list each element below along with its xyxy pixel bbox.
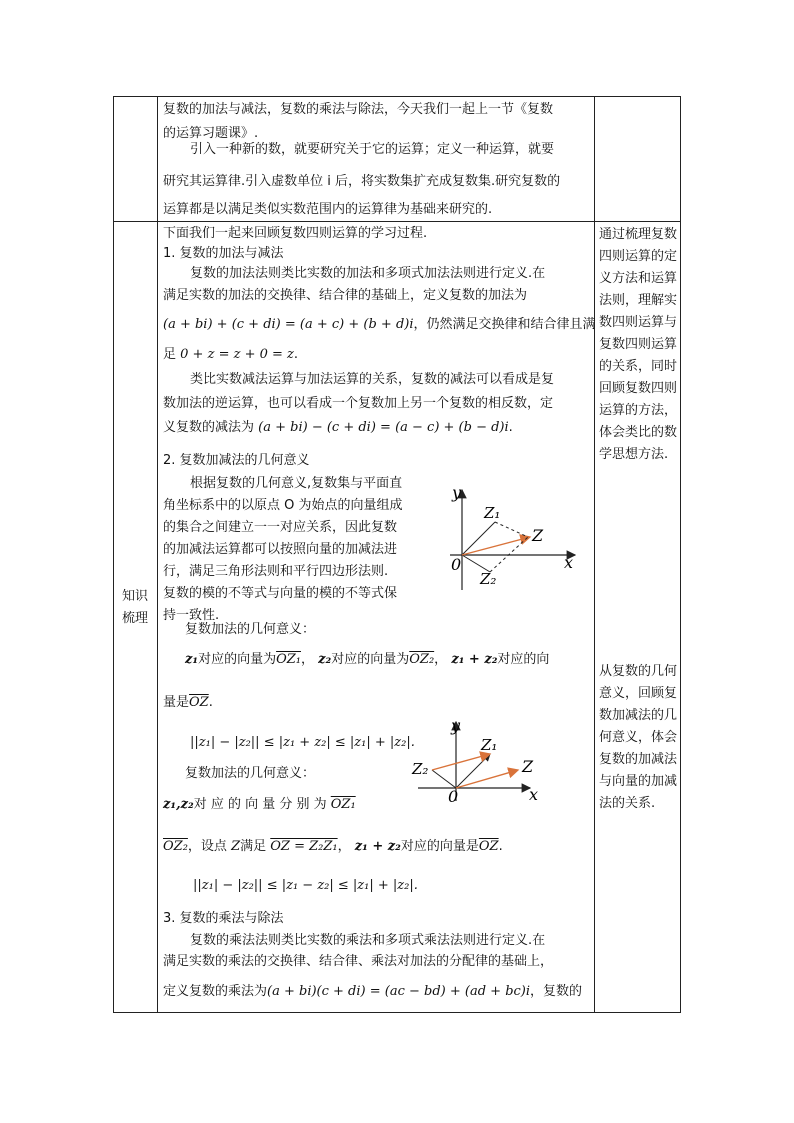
- row-label-line-1: 知识: [121, 589, 148, 604]
- comma-1: ，: [301, 652, 315, 667]
- row-divider: [113, 221, 681, 222]
- vector-equation: OZ = Z₂Z₁: [270, 839, 338, 854]
- intro-line-4: 研究其运算律.引入虚数单位 i 后，将实数集扩充成复数集.研究复数的: [163, 174, 561, 189]
- addition-title: 复数加法的几何意义：: [185, 622, 316, 637]
- origin-label: 0: [451, 555, 462, 574]
- sub-text-2: ，设点: [187, 839, 227, 854]
- subtraction-line-1: [163, 795, 356, 815]
- sum-symbol-2: z₁ + z₂: [354, 839, 401, 854]
- z-label-2: Z: [522, 757, 534, 776]
- sub-text-1: 对 应 的 向 量 分 别 为: [193, 797, 327, 812]
- row-label-line-2: 梳理: [121, 611, 148, 626]
- para-2-line-2: 数加法的逆运算，也可以看成一个复数加上另一个复数的相反数，定: [163, 396, 554, 411]
- design-note-1: 通过梳理复数四则运算的定义方法和运算法则，理解实数四则运算与复数四则运算的关系，同时回顾复数四则运算的方法，体会类比的数学思想方法.: [599, 227, 678, 462]
- x-axis-label-2: x: [529, 785, 539, 804]
- comma-3: ，: [337, 839, 351, 854]
- addition-formula: (a + bi) + (c + di) = (a + c) + (b + d)i: [163, 317, 414, 332]
- geo-line-4: 的加减法运算都可以按照向量的加减法进: [163, 542, 398, 557]
- para-1-line-2: 满足实数的加法的交换律、结合律的基础上，定义复数的加法为: [163, 288, 528, 303]
- para-2-line-3-text: 义复数的减法为: [163, 420, 255, 435]
- vector-oz2-symbol: OZ₂: [409, 652, 435, 667]
- z2-label-2: Z₂: [412, 760, 429, 778]
- subtraction-line-2: [163, 837, 503, 857]
- inequality-2: ||z₁| − |z₂|| ≤ |z₁ − z₂| ≤ |z₁| + |z₂|.: [193, 878, 418, 893]
- para-2-line-3: [163, 418, 513, 438]
- parallel-dash-1: [495, 522, 528, 537]
- para-1-line-3-text: ，仍然满足交换律和结合律且满: [413, 317, 596, 332]
- z2-symbol: z₂: [318, 652, 332, 667]
- z2-label: Z₂: [480, 570, 497, 588]
- y-axis-label: y: [452, 483, 462, 502]
- intro-line-3: 引入一种新的数，就要研究关于它的运算；定义一种运算，就要: [190, 142, 555, 157]
- intro-line-1: 复数的加法与减法，复数的乘法与除法，今天我们一起上一节《复数: [163, 102, 554, 117]
- multiplication-formula: (a + bi)(c + di) = (ac − bd) + (ad + bc)i: [267, 984, 531, 999]
- intro-line-5: 运算都是以满足类似实数范围内的运算律为基础来研究的.: [163, 202, 493, 217]
- origin-label-2: 0: [448, 787, 459, 806]
- table-top-border: [113, 96, 681, 97]
- geo-line-3: 的集合之间建立一一对应关系，因此复数: [163, 520, 398, 535]
- para-3-line-3-end: ，复数的: [530, 984, 583, 999]
- para-1-line-1: 复数的加法法则类比实数的加法和多项式加法法则进行定义.在: [190, 266, 546, 281]
- intro-line-2: 的运算习题课》.: [163, 126, 259, 141]
- geo-line-7: 持一致性.: [163, 608, 220, 623]
- para-3-line-3: [163, 982, 582, 1002]
- z1z2-symbol: z₁,z₂: [163, 797, 194, 812]
- para-3-line-1: 复数的乘法法则类比实数的乘法和多项式乘法法则进行定义.在: [190, 933, 546, 948]
- vector-oz-symbol-2: $\overline{OZ}$: [478, 839, 499, 854]
- para-1-line-3: [163, 315, 596, 335]
- add-text-4: 量是: [163, 695, 190, 710]
- z1-label: Z₁: [484, 504, 501, 522]
- table-right-border: [680, 96, 681, 1013]
- z1-label-2: Z₁: [481, 736, 498, 754]
- geo-line-6: 复数的模的不等式与向量的模的不等式保: [163, 586, 398, 601]
- subtraction-title: 复数加法的几何意义：: [185, 766, 316, 781]
- heading-3: 3. 复数的乘法与除法: [163, 911, 284, 926]
- vector-oz-symbol: $\overline{OZ}$: [189, 695, 209, 710]
- heading-2: 2. 复数加减法的几何意义: [163, 453, 310, 468]
- identity-formula: 0 + z = z + 0 = z: [180, 347, 294, 362]
- para-3-line-2: 满足实数的乘法的交换律、结合律、乘法对加法的分配律的基础上，: [163, 954, 554, 969]
- period-1: .: [208, 695, 213, 710]
- table-bottom-border: [113, 1012, 681, 1013]
- point-z-symbol: Z: [231, 839, 241, 854]
- geo-line-1: 根据复数的几何意义,复数集与平面直: [190, 476, 403, 491]
- vector-oz: [462, 537, 530, 555]
- y-axis-label-2: y: [451, 716, 461, 735]
- addition-line-2: [163, 693, 213, 713]
- add-text-3: 对应的向: [497, 652, 550, 667]
- row-label: [113, 586, 157, 630]
- z1-symbol: z₁: [185, 652, 199, 667]
- geo-line-5: 行，满足三角形法则和平行四边形法则.: [163, 564, 389, 579]
- z-label: Z: [532, 526, 544, 545]
- vector-oz1-symbol: OZ₁: [276, 652, 301, 667]
- x-axis-label: x: [564, 553, 574, 572]
- sub-text-3: 满足: [240, 839, 267, 854]
- subtraction-formula: (a + bi) − (c + di) = (a − c) + (b − d)i: [258, 420, 509, 435]
- note-column-divider: [594, 96, 595, 1013]
- vector-addition-figure: [440, 480, 590, 595]
- vector-oz2-symbol-2: OZ₂: [163, 839, 188, 854]
- inequality-1: ||z₁| − |z₂|| ≤ |z₁ + z₂| ≤ |z₁| + |z₂|.: [190, 735, 415, 750]
- para-2-line-3-end: .: [508, 420, 513, 435]
- sum-symbol: z₁ + z₂: [451, 652, 498, 667]
- para-1-line-4-suffix: .: [293, 347, 299, 362]
- comma-2: ，: [434, 652, 448, 667]
- section-lead: 下面我们一起来回顾复数四则运算的学习过程.: [163, 226, 428, 241]
- add-text-2: 对应的向量为: [331, 652, 410, 667]
- table-left-border: [113, 96, 114, 1013]
- label-column-divider: [157, 96, 158, 1013]
- para-3-line-3-text: 定义复数的乘法为: [163, 984, 268, 999]
- para-1-line-4-prefix: 足: [163, 347, 177, 362]
- vector-subtraction-figure: [408, 716, 548, 806]
- sub-text-4: 对应的向量是: [400, 839, 479, 854]
- heading-1: 1. 复数的加法与减法: [163, 246, 284, 261]
- para-2-line-1: 类比实数减法运算与加法运算的关系，复数的减法可以看成是复: [190, 372, 555, 387]
- addition-line-1: [185, 650, 549, 670]
- vector-oz1-symbol-2: OZ₁: [330, 797, 356, 812]
- geo-line-2: 角坐标系中的以原点 O 为始点的向量组成: [163, 498, 403, 513]
- design-note-2: 从复数的几何意义，回顾复数加减法的几何意义，体会复数的加减法与向量的加减法的关系.: [599, 664, 678, 811]
- para-1-line-4: [163, 345, 298, 365]
- period-2: .: [498, 839, 503, 854]
- vector-oz2-2: [432, 770, 456, 788]
- add-text-1: 对应的向量为: [198, 652, 277, 667]
